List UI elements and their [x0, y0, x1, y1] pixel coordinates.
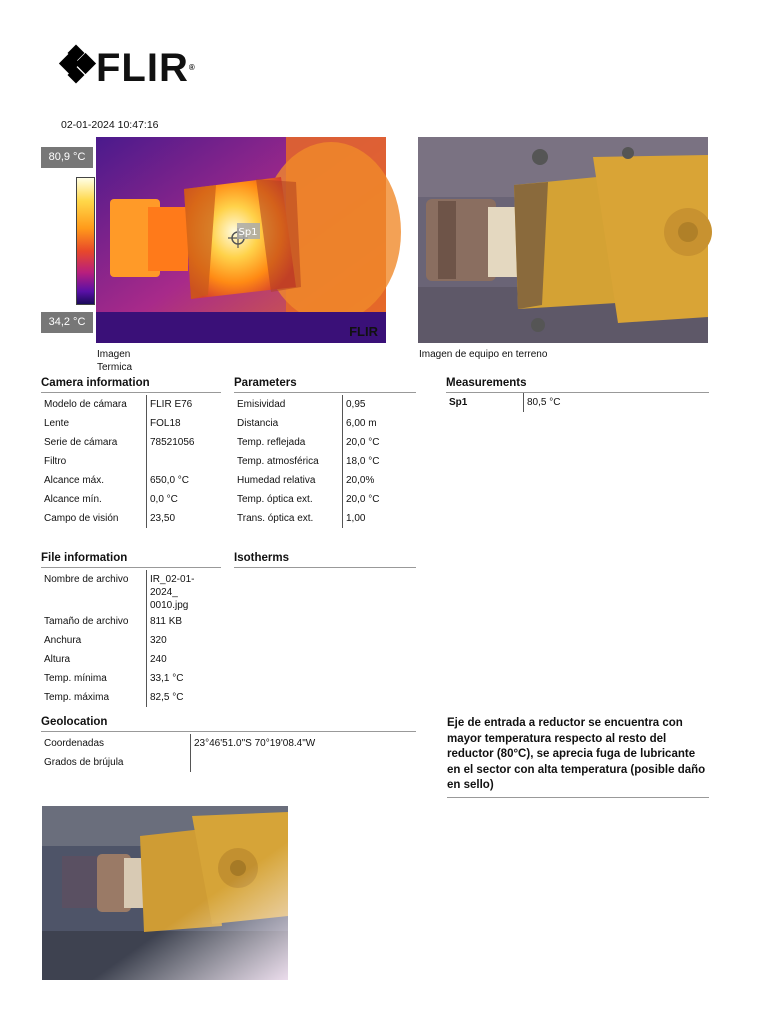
- table-row: [234, 471, 382, 490]
- value-cell: 6,00 m: [346, 418, 377, 429]
- value-cell: 20,0%: [346, 475, 375, 486]
- key-cell: Temp. máxima: [41, 688, 147, 707]
- camera-info-table: [41, 395, 198, 528]
- value-cell: 650,0 °C: [150, 475, 190, 486]
- key-cell: Filtro: [41, 452, 147, 471]
- table-row: [41, 471, 198, 490]
- value-cell: 23°46'51.0"S 70°19'08.4"W: [194, 738, 316, 749]
- file-info-title: File information: [41, 552, 221, 568]
- value-cell: 33,1 °C: [150, 673, 184, 684]
- table-row: [234, 509, 382, 528]
- value-cell: 18,0 °C: [346, 456, 380, 467]
- value-cell: 82,5 °C: [150, 692, 184, 703]
- value-cell: 811 KB: [150, 616, 183, 627]
- table-row: [234, 395, 382, 414]
- isotherms-section: [234, 552, 416, 568]
- key-cell: Temp. óptica ext.: [234, 490, 343, 509]
- file-info-table: [41, 570, 221, 707]
- capture-datetime: 02-01-2024 10:47:16: [61, 119, 159, 131]
- key-cell: Temp. mínima: [41, 669, 147, 688]
- table-row: [41, 753, 318, 772]
- key-cell: Sp1: [446, 393, 524, 412]
- camera-info-title: Camera information: [41, 377, 221, 393]
- table-row: [41, 509, 198, 528]
- filename-part: 0010.jpg: [150, 600, 189, 611]
- table-row: [41, 612, 221, 631]
- measurements-section: [446, 377, 709, 412]
- table-row: [41, 414, 198, 433]
- value-cell: [147, 570, 222, 612]
- spot-label: Sp1: [238, 227, 258, 238]
- geolocation-title: Geolocation: [41, 716, 416, 732]
- filename-part: IR_02-01-2024_: [150, 574, 195, 598]
- file-info-section: [41, 552, 221, 703]
- value-cell: [147, 452, 198, 471]
- key-cell: Alcance mín.: [41, 490, 147, 509]
- table-row: [41, 631, 221, 650]
- table-row: [234, 433, 382, 452]
- table-row: [41, 433, 198, 452]
- geolocation-table: [41, 734, 318, 772]
- key-cell: Coordenadas: [41, 734, 191, 753]
- thermal-caption: Imagen Termica: [97, 349, 133, 373]
- parameters-title: Parameters: [234, 377, 416, 393]
- value-cell: 240: [150, 654, 167, 665]
- key-cell: Grados de brújula: [41, 753, 191, 772]
- max-temp-label: 80,9 °C: [41, 147, 93, 168]
- value-cell: 1,00: [346, 513, 366, 524]
- table-row: [41, 490, 198, 509]
- key-cell: Modelo de cámara: [41, 395, 147, 414]
- table-row: [41, 452, 198, 471]
- value-cell: 0,0 °C: [150, 494, 178, 505]
- value-cell: 0,95: [346, 399, 366, 410]
- table-row: [41, 650, 221, 669]
- parameters-section: [234, 377, 416, 528]
- key-cell: Emisividad: [234, 395, 343, 414]
- equipment-photo-secondary: [42, 806, 288, 980]
- brand-logo-text: FLIR®: [96, 46, 196, 90]
- table-row: [41, 669, 221, 688]
- key-cell: Nombre de archivo: [41, 570, 147, 612]
- value-cell: FOL18: [150, 418, 181, 429]
- temperature-scale-bar: [76, 177, 95, 305]
- isotherms-title: Isotherms: [234, 552, 416, 568]
- photo-caption: Imagen de equipo en terreno: [419, 349, 548, 360]
- table-row: [234, 490, 382, 509]
- measurements-title: Measurements: [446, 377, 709, 393]
- camera-info-section: [41, 377, 221, 528]
- value-cell: 80,5 °C: [527, 397, 561, 408]
- value-cell: 78521056: [150, 437, 195, 448]
- table-row: [234, 414, 382, 433]
- thermal-image: [96, 137, 386, 343]
- key-cell: Altura: [41, 650, 147, 669]
- parameters-table: [234, 395, 382, 528]
- min-temp-label: 34,2 °C: [41, 312, 93, 333]
- key-cell: Humedad relativa: [234, 471, 343, 490]
- table-row: [234, 452, 382, 471]
- value-cell: FLIR E76: [150, 399, 193, 410]
- value-cell: 20,0 °C: [346, 437, 380, 448]
- key-cell: Anchura: [41, 631, 147, 650]
- key-cell: Temp. reflejada: [234, 433, 343, 452]
- key-cell: Campo de visión: [41, 509, 147, 528]
- geolocation-section: [41, 716, 416, 772]
- observation-note: Eje de entrada a reductor se encuentra con mayor temperatura respecto al resto del reductor (80°C), se aprecia fuga de lubricante en el sector con alta temperatura (posible daño en sello): [447, 716, 709, 798]
- table-row: [41, 570, 221, 612]
- table-row: [41, 395, 198, 414]
- key-cell: Lente: [41, 414, 147, 433]
- table-row: [446, 393, 563, 412]
- value-cell: 20,0 °C: [346, 494, 380, 505]
- value-cell: 320: [150, 635, 167, 646]
- table-row: [41, 734, 318, 753]
- table-row: [41, 688, 221, 707]
- measurements-table: [446, 393, 563, 412]
- thermal-watermark: FLIR: [349, 324, 378, 339]
- value-cell: [191, 753, 319, 772]
- key-cell: Tamaño de archivo: [41, 612, 147, 631]
- key-cell: Alcance máx.: [41, 471, 147, 490]
- key-cell: Temp. atmosférica: [234, 452, 343, 471]
- value-cell: 23,50: [150, 513, 176, 524]
- key-cell: Trans. óptica ext.: [234, 509, 343, 528]
- key-cell: Distancia: [234, 414, 343, 433]
- equipment-photo: [418, 137, 708, 343]
- key-cell: Serie de cámara: [41, 433, 147, 452]
